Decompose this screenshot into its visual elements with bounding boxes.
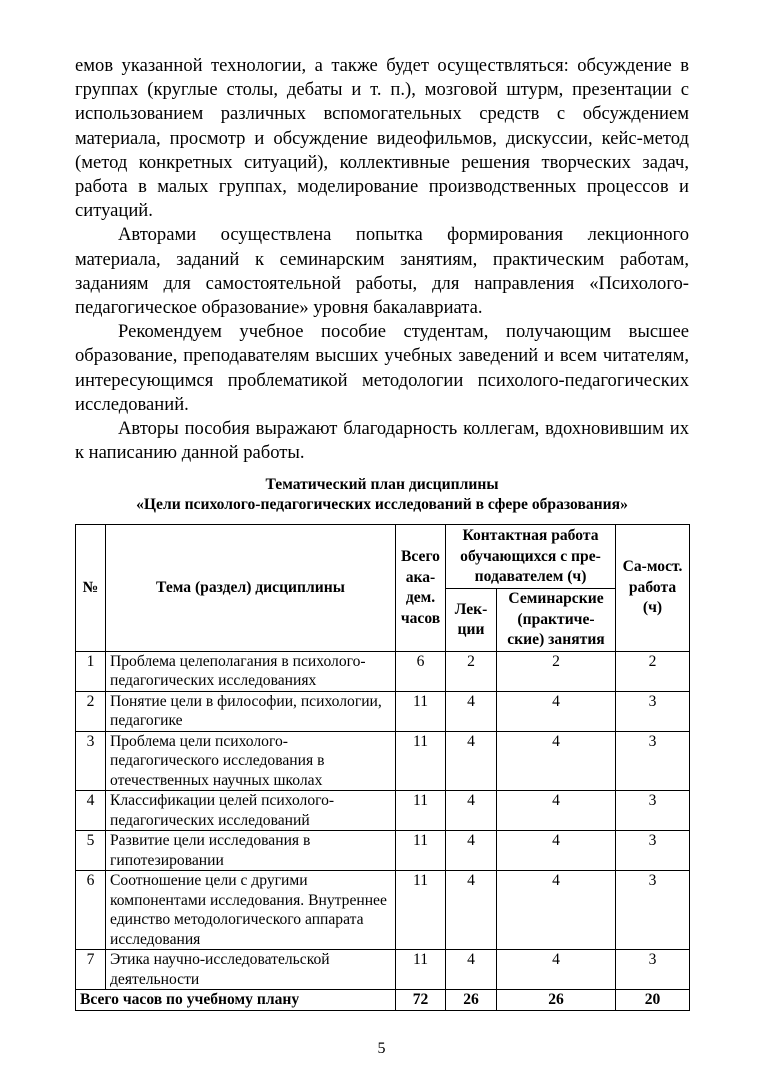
table-title-line-1: Тематический план дисциплины (265, 476, 499, 494)
header-contact-work: Контактная работа обучающихся с пре-подавателем (ч) (446, 525, 616, 589)
row-total-hours: 6 (396, 651, 446, 691)
row-self-work: 3 (616, 831, 690, 871)
header-num: № (76, 525, 106, 652)
row-topic: Классификации целей психолого-педагогических исследований (106, 791, 396, 831)
total-seminars: 26 (497, 990, 616, 1011)
row-total-hours: 11 (396, 950, 446, 990)
total-label: Всего часов по учебному плану (76, 990, 396, 1011)
row-seminars: 4 (497, 831, 616, 871)
row-total-hours: 11 (396, 731, 446, 791)
row-lectures: 4 (446, 791, 497, 831)
row-seminars: 4 (497, 791, 616, 831)
row-number: 2 (76, 691, 106, 731)
row-self-work: 3 (616, 691, 690, 731)
row-topic: Понятие цели в философии, психологии, педагогике (106, 691, 396, 731)
total-hours: 72 (396, 990, 446, 1011)
row-topic: Проблема целеполагания в психолого-педагогических исследованиях (106, 651, 396, 691)
row-total-hours: 11 (396, 831, 446, 871)
row-number: 1 (76, 651, 106, 691)
row-total-hours: 11 (396, 791, 446, 831)
table-row (76, 791, 690, 831)
total-row (76, 990, 690, 1011)
header-lectures: Лек-ции (446, 589, 497, 652)
row-lectures: 2 (446, 651, 497, 691)
row-topic: Проблема цели психолого-педагогического исследования в отечественных научных школах (106, 731, 396, 791)
row-seminars: 2 (497, 651, 616, 691)
page-content (75, 54, 689, 1011)
table-title-line-2: «Цели психолого-педагогических исследований в сфере образования» (136, 496, 628, 514)
row-seminars: 4 (497, 871, 616, 950)
row-seminars: 4 (497, 731, 616, 791)
row-number: 6 (76, 871, 106, 950)
row-self-work: 3 (616, 871, 690, 950)
table-row (76, 651, 690, 691)
row-total-hours: 11 (396, 691, 446, 731)
row-lectures: 4 (446, 691, 497, 731)
thematic-plan-table (75, 524, 690, 1011)
total-lectures: 26 (446, 990, 497, 1011)
table-row (76, 831, 690, 871)
header-topic: Тема (раздел) дисциплины (106, 525, 396, 652)
row-lectures: 4 (446, 871, 497, 950)
header-seminars: Семинарские (практиче-ские) занятия (497, 589, 616, 652)
row-lectures: 4 (446, 950, 497, 990)
table-title (75, 475, 689, 515)
paragraph-3: Рекомендуем учебное пособие студентам, получающим высшее образование, преподавателям высших учебных заведений и всем читателям, интересующимся проблематикой методологии психолого-педагогических исследований. (75, 321, 689, 415)
row-number: 5 (76, 831, 106, 871)
row-self-work: 3 (616, 731, 690, 791)
row-seminars: 4 (497, 691, 616, 731)
row-self-work: 2 (616, 651, 690, 691)
row-topic: Этика научно-исследовательской деятельности (106, 950, 396, 990)
page-number: 5 (377, 1040, 386, 1057)
table-row (76, 691, 690, 731)
row-number: 4 (76, 791, 106, 831)
table-body (76, 651, 690, 990)
total-self-work: 20 (616, 990, 690, 1011)
row-number: 3 (76, 731, 106, 791)
row-total-hours: 11 (396, 871, 446, 950)
header-total-hours: Всего ака-дем. часов (396, 525, 446, 652)
row-self-work: 3 (616, 950, 690, 990)
table-row (76, 950, 690, 990)
row-self-work: 3 (616, 791, 690, 831)
row-topic: Соотношение цели с другими компонентами исследования. Внутреннее единство методологического аппарата исследования (106, 871, 396, 950)
header-self-work: Са-мост. работа (ч) (616, 525, 690, 652)
table-row (76, 731, 690, 791)
row-seminars: 4 (497, 950, 616, 990)
row-number: 7 (76, 950, 106, 990)
row-lectures: 4 (446, 831, 497, 871)
row-lectures: 4 (446, 731, 497, 791)
paragraph-4: Авторы пособия выражают благодарность коллегам, вдохновившим их к написанию данной работы. (75, 418, 689, 464)
row-topic: Развитие цели исследования в гипотезировании (106, 831, 396, 871)
paragraph-1: емов указанной технологии, а также будет осуществляться: обсуждение в группах (круглые столы, дебаты и т. п.), мозговой штурм, презентации с использованием различных вспомогательных средств с обсуждением материала, просмотр и обсуждение видеофильмов, дискуссии, кейс-метод (метод конкретных ситуаций), коллективные решения творческих задач, работа в малых группах, моделирование производственных процессов и ситуаций. (75, 55, 689, 222)
paragraph-2: Авторами осуществлена попытка формирования лекционного материала, заданий к семинарским занятиям, практическим работам, заданиям для самостоятельной работы, для направления «Психолого-педагогическое образование» уровня бакалавриата. (75, 224, 689, 319)
table-row (76, 871, 690, 950)
